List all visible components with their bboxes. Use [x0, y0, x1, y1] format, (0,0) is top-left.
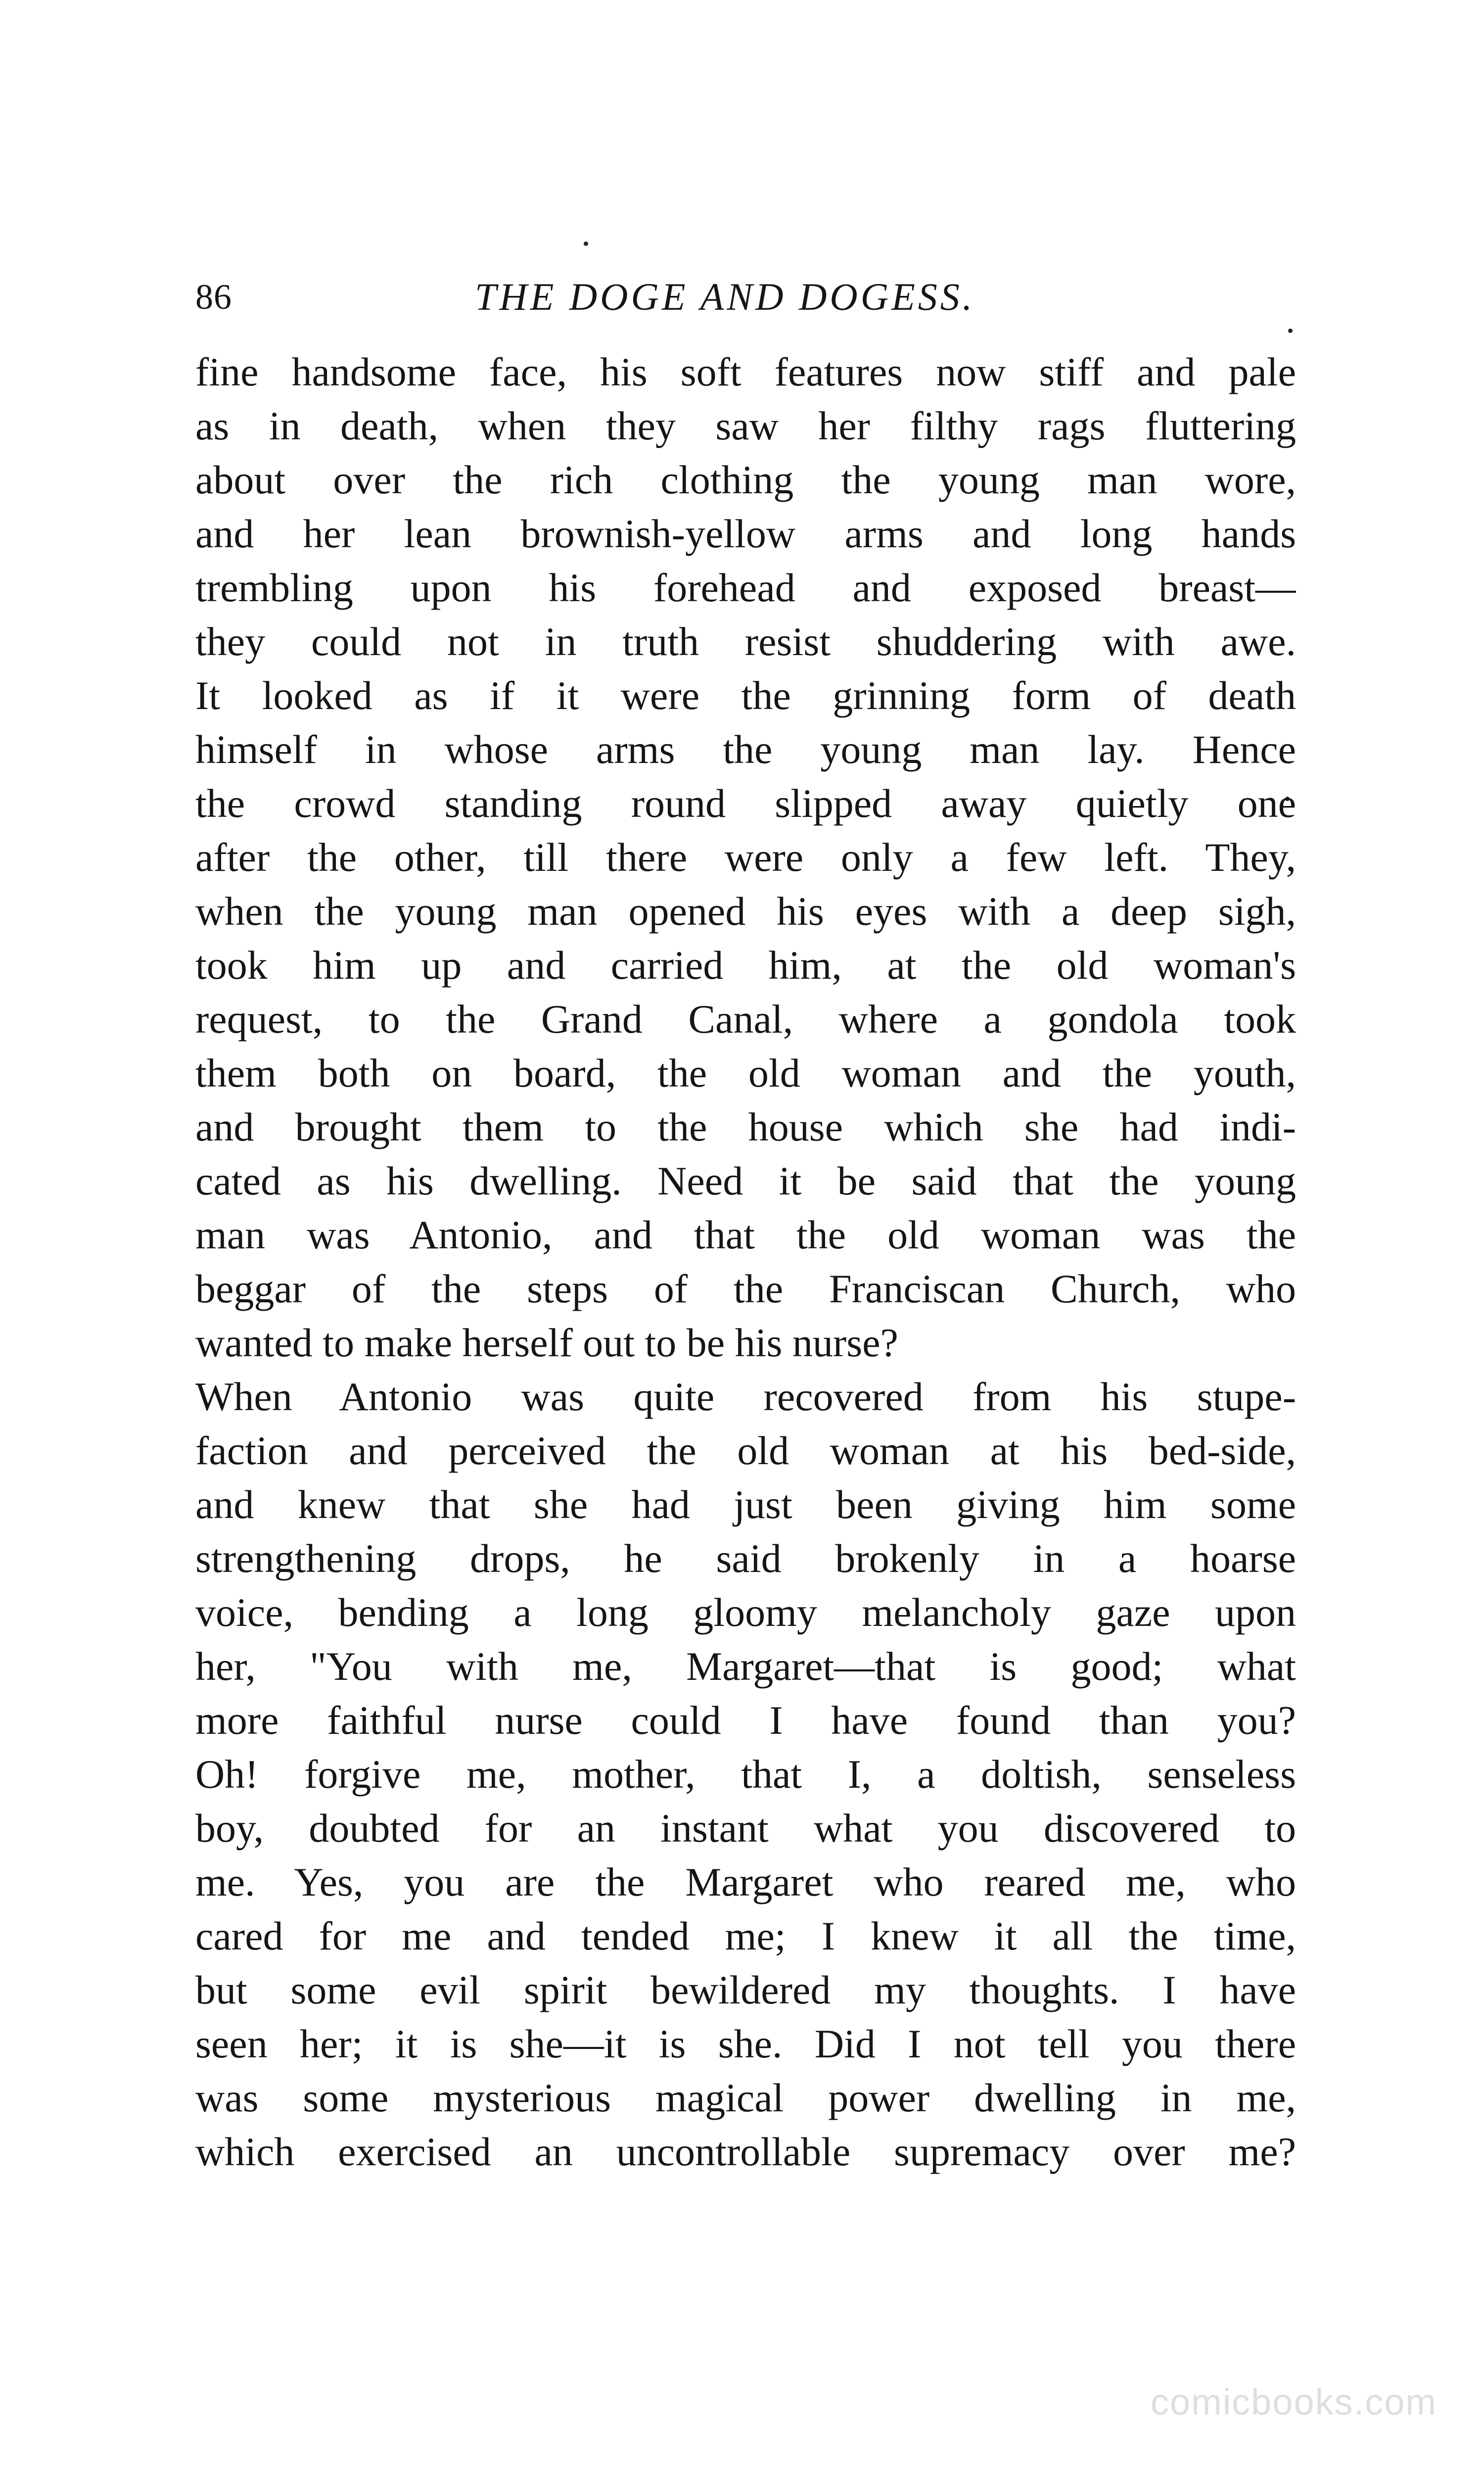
paragraph-start-line: When Antonio was quite recovered from his stupe-: [195, 1374, 1296, 1419]
text-line: fine handsome face, his soft features now stiff and pale: [195, 349, 1296, 394]
text-line: after the other, till there were only a few left. They,: [195, 835, 1296, 880]
text-line: voice, bending a long gloomy melancholy gaze upon: [195, 1590, 1296, 1635]
page-number: 86: [195, 277, 232, 317]
text-line: and knew that she had just been giving him some: [195, 1482, 1296, 1527]
text-line: request, to the Grand Canal, where a gondola took: [195, 997, 1296, 1042]
text-line: Oh! forgive me, mother, that I, a doltish, senseless: [195, 1752, 1296, 1797]
watermark: comicbooks.com: [1150, 2381, 1437, 2423]
text-line: them both on board, the old woman and the youth,: [195, 1050, 1296, 1095]
text-line: himself in whose arms the young man lay. Hence: [195, 727, 1296, 772]
text-line: was some mysterious magical power dwelling in me,: [195, 2075, 1296, 2120]
running-title: THE DOGE AND DOGESS.: [475, 275, 975, 318]
text-line: as in death, when they saw her filthy rags fluttering: [195, 403, 1296, 448]
text-line: but some evil spirit bewildered my thoughts. I have: [195, 1967, 1296, 2012]
text-line: when the young man opened his eyes with a deep sigh,: [195, 889, 1296, 934]
text-line: faction and perceived the old woman at his bed-side,: [195, 1428, 1296, 1473]
text-line: boy, doubted for an instant what you discovered to: [195, 1806, 1296, 1851]
text-line: It looked as if it were the grinning form of death: [195, 673, 1296, 718]
text-line: man was Antonio, and that the old woman was the: [195, 1212, 1296, 1257]
text-line: and her lean brownish-yellow arms and long hands: [195, 511, 1296, 556]
body-text: [195, 345, 1296, 2179]
printer-mark: [584, 241, 588, 246]
text-line: cated as his dwelling. Need it be said that the young: [195, 1158, 1296, 1203]
text-line: beggar of the steps of the Franciscan Church, who: [195, 1266, 1296, 1311]
text-line: about over the rich clothing the young man wore,: [195, 457, 1296, 502]
text-line: they could not in truth resist shuddering with awe.: [195, 619, 1296, 664]
text-line: trembling upon his forehead and exposed breast—: [195, 565, 1296, 610]
text-line: me. Yes, you are the Margaret who reared me, who: [195, 1859, 1296, 1904]
text-line: more faithful nurse could I have found than you?: [195, 1698, 1296, 1743]
text-line: strengthening drops, he said brokenly in a hoarse: [195, 1536, 1296, 1581]
text-line: her, "You with me, Margaret—that is good; what: [195, 1644, 1296, 1689]
text-line: seen her; it is she—it is she. Did I not tell you there: [195, 2021, 1296, 2066]
running-head: [195, 270, 1296, 324]
printer-mark: [1288, 329, 1293, 333]
text-line: wanted to make herself out to be his nurse?: [195, 1320, 898, 1365]
text-line: the crowd standing round slipped away quietly one: [195, 781, 1296, 826]
text-line: and brought them to the house which she had indi-: [195, 1104, 1296, 1149]
text-line: which exercised an uncontrollable supremacy over me?: [195, 2129, 1296, 2174]
text-line: took him up and carried him, at the old woman's: [195, 943, 1296, 988]
text-line: cared for me and tended me; I knew it all the time,: [195, 1913, 1296, 1958]
